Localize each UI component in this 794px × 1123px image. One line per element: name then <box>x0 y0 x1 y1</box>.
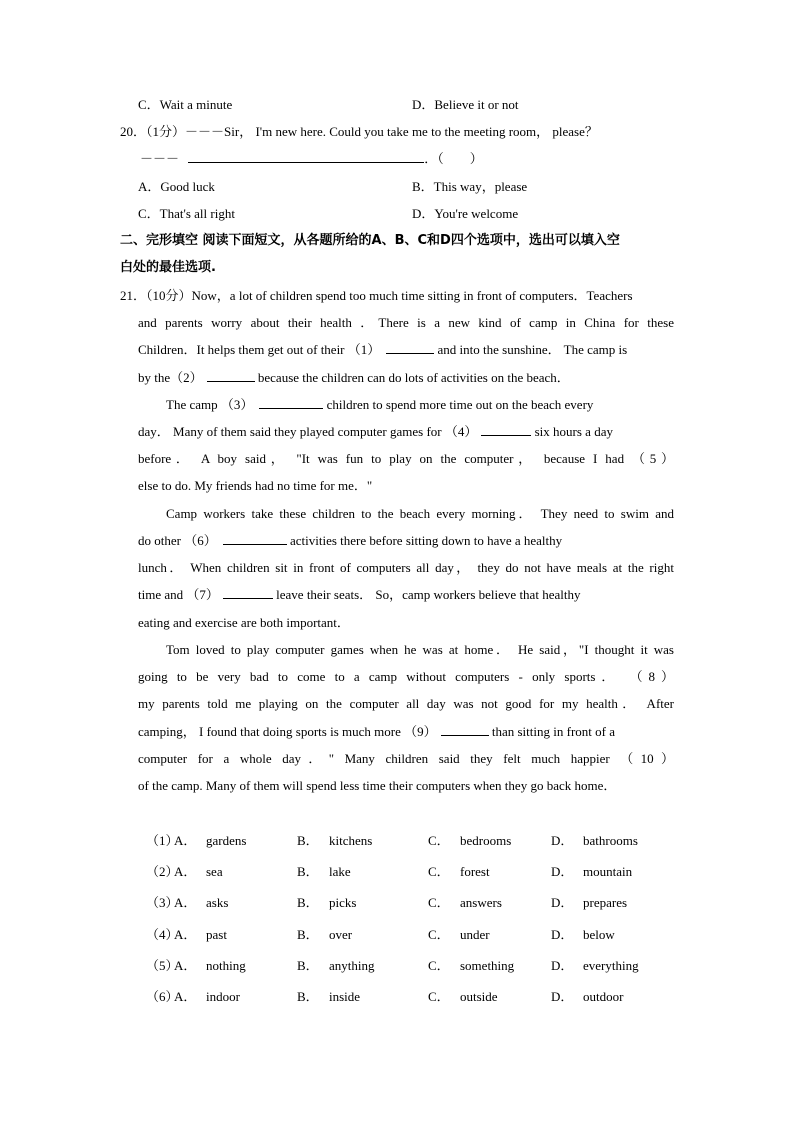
option-b[interactable] <box>297 894 356 912</box>
option-b[interactable] <box>297 957 375 975</box>
option-text: prepares <box>583 895 628 910</box>
option-number: （4） <box>146 927 179 942</box>
option-text: forest <box>460 864 490 879</box>
option-letter: A． <box>174 864 197 879</box>
option-letter: B． <box>297 927 319 942</box>
option-text: below <box>583 927 615 942</box>
q20-reply-suffix: ．（ ） <box>424 151 483 166</box>
q21-text: activities there before sitting down to have a healthy <box>286 533 563 548</box>
option-text: sea <box>206 864 223 879</box>
option-letter: B． <box>297 864 319 879</box>
option-text: answers <box>460 895 502 910</box>
q21-line-15: going to be very bad to come to a camp without computers - only sports． （8） <box>138 669 674 684</box>
option-d[interactable] <box>551 926 615 944</box>
option-text: kitchens <box>329 833 373 848</box>
option-d[interactable] <box>551 832 638 850</box>
q20-answer-blank[interactable] <box>188 150 424 163</box>
option-letter: A． <box>174 927 197 942</box>
option-text: mountain <box>583 864 633 879</box>
option-row-1 <box>146 832 686 850</box>
option-letter: C． <box>428 864 450 879</box>
option-text: lake <box>329 864 351 879</box>
q21-line-11: lunch． When children sit in front of computers all day， they do not have meals at the right <box>138 560 674 575</box>
option-a[interactable] <box>174 988 240 1006</box>
option-text: something <box>460 958 515 973</box>
option-b[interactable] <box>297 863 351 881</box>
q21-text: leave their seats． So，camp workers believe that healthy <box>272 587 581 602</box>
q21-line-9: Camp workers take these children to the beach every morning． They need to swim and <box>166 506 674 521</box>
q21-text: The camp （3） <box>166 397 254 412</box>
option-letter: C． <box>428 989 450 1004</box>
option-letter: B． <box>297 958 319 973</box>
option-b[interactable] <box>297 988 360 1006</box>
q21-line-2: and parents worry about their health ．There is a new kind of camp in China for these <box>138 315 674 330</box>
blank-1[interactable] <box>386 341 434 354</box>
blank-4[interactable] <box>481 423 531 436</box>
option-d[interactable] <box>551 863 632 881</box>
section2-heading-line2: 白处的最佳选项. <box>120 260 216 275</box>
option-a[interactable] <box>174 926 227 944</box>
option-d[interactable] <box>551 894 627 912</box>
option-letter: C． <box>428 927 450 942</box>
q21-line-10 <box>138 532 674 550</box>
option-row-3 <box>146 894 686 912</box>
blank-2[interactable] <box>207 369 255 382</box>
option-letter: D． <box>551 833 574 848</box>
option-b[interactable] <box>297 832 372 850</box>
option-letter: B． <box>297 833 319 848</box>
option-letter: D． <box>551 895 574 910</box>
q21-text: because the children can do lots of activities on the beach． <box>254 370 570 385</box>
q21-line-17 <box>138 723 674 741</box>
option-letter: A． <box>174 895 197 910</box>
option-letter: A． <box>174 958 197 973</box>
q19-option-d: D．Believe it or not <box>412 97 519 112</box>
option-text: nothing <box>206 958 246 973</box>
option-a[interactable] <box>174 894 228 912</box>
q20-reply <box>140 150 483 168</box>
q21-line-4 <box>138 369 674 387</box>
q21-line-14: Tom loved to play computer games when he was at home． He said，"I thought it was <box>166 642 674 657</box>
option-a[interactable] <box>174 832 246 850</box>
q19-option-c: C．Wait a minute <box>138 97 233 112</box>
q21-text: by the（2） <box>138 370 203 385</box>
option-c[interactable] <box>428 863 490 881</box>
option-number: （1） <box>146 833 179 848</box>
q20-option-a: A．Good luck <box>138 179 215 194</box>
option-row-4 <box>146 926 686 944</box>
option-letter: C． <box>428 833 450 848</box>
option-text: everything <box>583 958 639 973</box>
q21-text: and into the sunshine． The camp is <box>434 342 628 357</box>
option-c[interactable] <box>428 957 514 975</box>
option-row-2 <box>146 863 686 881</box>
option-number: （3） <box>146 895 179 910</box>
option-letter: D． <box>551 989 574 1004</box>
option-letter: C． <box>428 958 450 973</box>
option-letter: C． <box>428 895 450 910</box>
option-letter: A． <box>174 989 197 1004</box>
option-c[interactable] <box>428 894 502 912</box>
blank-3[interactable] <box>259 396 323 409</box>
option-text: asks <box>206 895 229 910</box>
q21-text: than sitting in front of a <box>488 724 615 739</box>
option-c[interactable] <box>428 832 511 850</box>
option-text: inside <box>329 989 361 1004</box>
q20-option-b: B．This way，please <box>412 179 528 194</box>
q21-line-7: before． A boy said， "It was fun to play on the computer， because I had （5） <box>138 451 674 466</box>
q21-line-19: of the camp. Many of them will spend less time their computers when they go back home． <box>138 778 617 793</box>
q21-text: time and （7） <box>138 587 219 602</box>
option-c[interactable] <box>428 988 498 1006</box>
q21-line-13: eating and exercise are both important． <box>138 615 350 630</box>
q21-text: Now，a lot of children spend too much time sitting in front of computers．Teachers <box>191 288 633 303</box>
option-b[interactable] <box>297 926 352 944</box>
option-text: indoor <box>206 989 240 1004</box>
blank-9[interactable] <box>441 723 489 736</box>
q21-line-5 <box>166 396 593 414</box>
option-text: bathrooms <box>583 833 638 848</box>
option-text: outdoor <box>583 989 624 1004</box>
q21-text: children to spend more time out on the beach every <box>323 397 594 412</box>
option-number: （5） <box>146 958 179 973</box>
q21-line-16: my parents told me playing on the computer all day was not good for my health． After <box>138 696 674 711</box>
q21-line-1 <box>120 287 674 305</box>
q21-line-18: computer for a whole day．" Many children said they felt much happier （10） <box>138 751 674 766</box>
q20-option-c: C．That's all right <box>138 206 235 221</box>
option-text: bedrooms <box>460 833 512 848</box>
option-a[interactable] <box>174 863 223 881</box>
q20-score: （1分） <box>146 124 186 139</box>
option-number: （6） <box>146 989 179 1004</box>
q20-question <box>120 123 598 141</box>
q20-number: 20． <box>120 124 147 139</box>
q21-line-3 <box>138 341 674 359</box>
q21-score: （10分） <box>146 288 192 303</box>
option-text: past <box>206 927 227 942</box>
q21-line-12 <box>138 586 674 604</box>
q21-text: do other （6） <box>138 533 217 548</box>
blank-6[interactable] <box>223 532 287 545</box>
option-text: outside <box>460 989 498 1004</box>
q21-text: Children．It helps them get out of their （1） <box>138 342 381 357</box>
option-letter: A． <box>174 833 197 848</box>
option-a[interactable] <box>174 957 246 975</box>
q20-reply-prefix: －－－ <box>140 151 180 166</box>
q20-option-d: D．You're welcome <box>412 206 519 221</box>
option-d[interactable] <box>551 957 639 975</box>
option-d[interactable] <box>551 988 623 1006</box>
option-text: gardens <box>206 833 247 848</box>
option-text: picks <box>329 895 357 910</box>
option-row-6 <box>146 988 686 1006</box>
q21-line-8: else to do. My friends had no time for me．" <box>138 478 373 493</box>
option-letter: D． <box>551 864 574 879</box>
option-letter: B． <box>297 989 319 1004</box>
option-row-5 <box>146 957 686 975</box>
q21-number: 21． <box>120 288 147 303</box>
option-letter: D． <box>551 927 574 942</box>
q21-text: six hours a day <box>531 424 613 439</box>
option-number: （2） <box>146 864 179 879</box>
option-c[interactable] <box>428 926 490 944</box>
q21-line-6 <box>138 423 674 441</box>
q21-text: day． Many of them said they played computer games for （4） <box>138 424 478 439</box>
option-text: over <box>329 927 353 942</box>
option-letter: B． <box>297 895 319 910</box>
option-letter: D． <box>551 958 574 973</box>
option-text: anything <box>329 958 375 973</box>
blank-7[interactable] <box>223 586 273 599</box>
q21-text: camping， I found that doing sports is much more （9） <box>138 724 437 739</box>
option-text: under <box>460 927 490 942</box>
q20-prompt: －－－Sir， I'm new here. Could you take me to the meeting room， please？ <box>185 124 598 139</box>
section2-heading-line1: 二、完形填空 阅读下面短文，从各题所给的A、B、C和D四个选项中，选出可以填入空 <box>120 233 620 248</box>
